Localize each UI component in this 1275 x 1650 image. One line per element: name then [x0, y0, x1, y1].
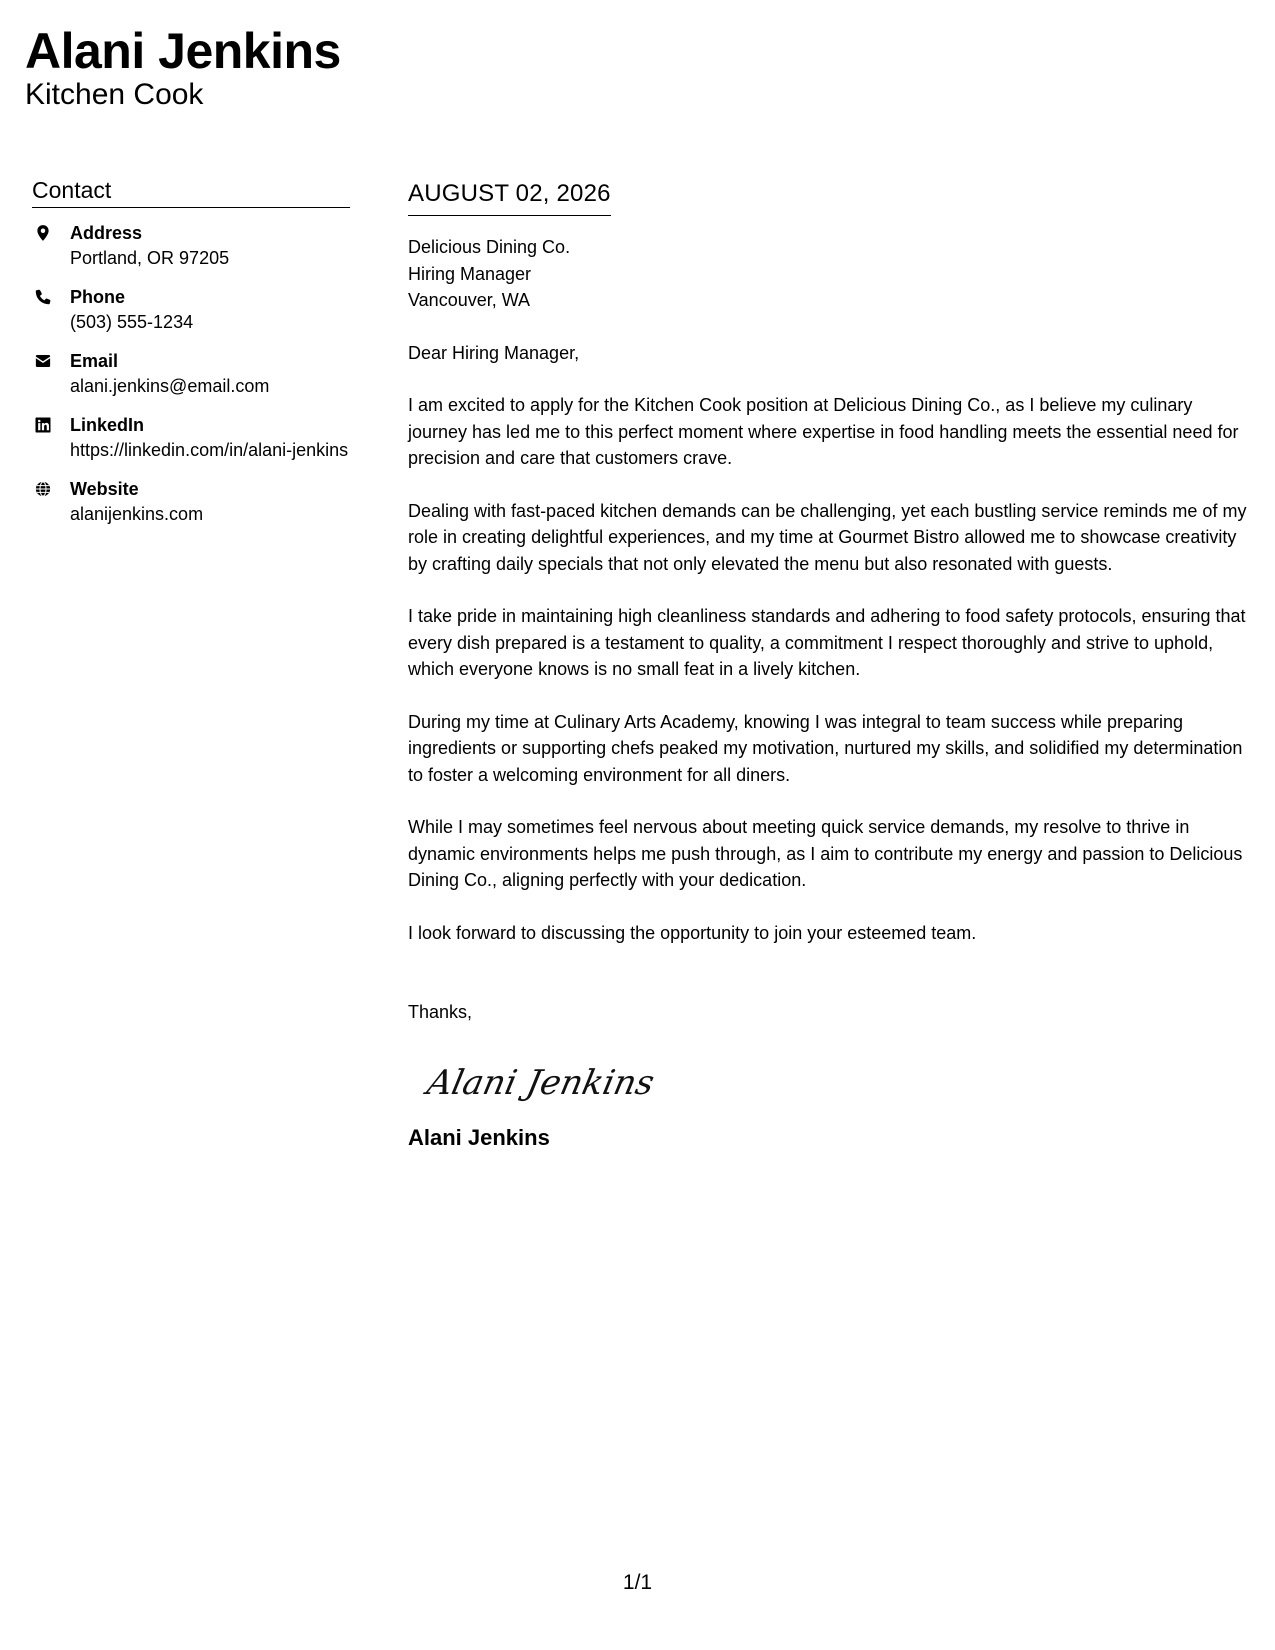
- signature-script: Alani Jenkins: [423, 1062, 658, 1103]
- paragraph: I look forward to discussing the opportunity to join your esteemed team.: [408, 922, 977, 943]
- letter-date: AUGUST 02, 2026: [408, 178, 611, 216]
- paragraph: Dealing with fast-paced kitchen demands can be challenging, yet each bustling service reminds me of my role in creating delightful experiences, and my time at Gourmet Bistro allowed me to showcase creativity by crafting daily specials that not only elevated the menu but also resonated with guests.: [408, 500, 1247, 574]
- recipient-location: Vancouver, WA: [408, 290, 531, 310]
- globe-icon: [32, 477, 70, 498]
- contact-value-email[interactable]: alani.jenkins@email.com: [70, 376, 270, 396]
- job-title: Kitchen Cook: [25, 78, 204, 111]
- paragraph: I am excited to apply for the Kitchen Cook position at Delicious Dining Co., as I believe my culinary journey has led me to this perfect moment where expertise in food handling meets the essential need for precision and care that customers crave.: [408, 395, 1239, 468]
- recipient-company: Delicious Dining Co.: [408, 237, 571, 257]
- contact-value-website[interactable]: alanijenkins.com: [70, 504, 204, 524]
- paragraph: I take pride in maintaining high cleanliness standards and adhering to food safety protocols, ensuring that every dish prepared is a testament to quality, a commitment I respect thoroughly and strive to uphold, which everyone knows is no small feat in a lively kitchen.: [408, 606, 1246, 679]
- contact-label-linkedin: LinkedIn: [70, 415, 145, 435]
- contact-item-website: [32, 477, 350, 527]
- letter-body: [408, 178, 1253, 1152]
- contact-value-phone: (503) 555-1234: [70, 312, 194, 332]
- contact-item-email: [32, 349, 350, 399]
- map-pin-icon: [32, 221, 70, 242]
- contact-item-address: [32, 221, 350, 271]
- contact-value-linkedin[interactable]: https://linkedin.com/in/alani-jenkins: [70, 440, 349, 460]
- paragraph: During my time at Culinary Arts Academy, knowing I was integral to team success while preparing ingredients or supporting chefs peaked my motivation, nurtured my skills, and solidified my determination to foster a welcoming environment for all diners.: [408, 711, 1243, 785]
- contact-value-address: Portland, OR 97205: [70, 248, 230, 268]
- contact-sidebar: [32, 176, 350, 541]
- contact-label-website: Website: [70, 479, 139, 499]
- contact-label-address: Address: [70, 223, 143, 243]
- handwritten-signature: [422, 1054, 1253, 1110]
- contact-item-phone: [32, 285, 350, 335]
- phone-icon: [32, 285, 70, 306]
- linkedin-icon: [32, 413, 70, 434]
- recipient-block: [408, 234, 1253, 314]
- contact-item-linkedin: [32, 413, 350, 463]
- contact-label-email: Email: [70, 351, 119, 371]
- signer-name: Alani Jenkins: [408, 1124, 550, 1150]
- closing: Thanks,: [408, 1002, 473, 1022]
- header: [25, 22, 341, 112]
- paragraph: While I may sometimes feel nervous about meeting quick service demands, my resolve to thrive in dynamic environments helps me push through, as I aim to contribute my energy and passion to Delicious Dining Co., aligning perfectly with your dedication.: [408, 817, 1243, 890]
- greeting: Dear Hiring Manager,: [408, 342, 580, 363]
- recipient-role: Hiring Manager: [408, 263, 532, 284]
- page-number: 1/1: [622, 1571, 653, 1594]
- contact-heading: Contact: [32, 176, 350, 208]
- applicant-name: Alani Jenkins: [25, 23, 341, 79]
- envelope-icon: [32, 349, 70, 370]
- contact-label-phone: Phone: [70, 287, 126, 307]
